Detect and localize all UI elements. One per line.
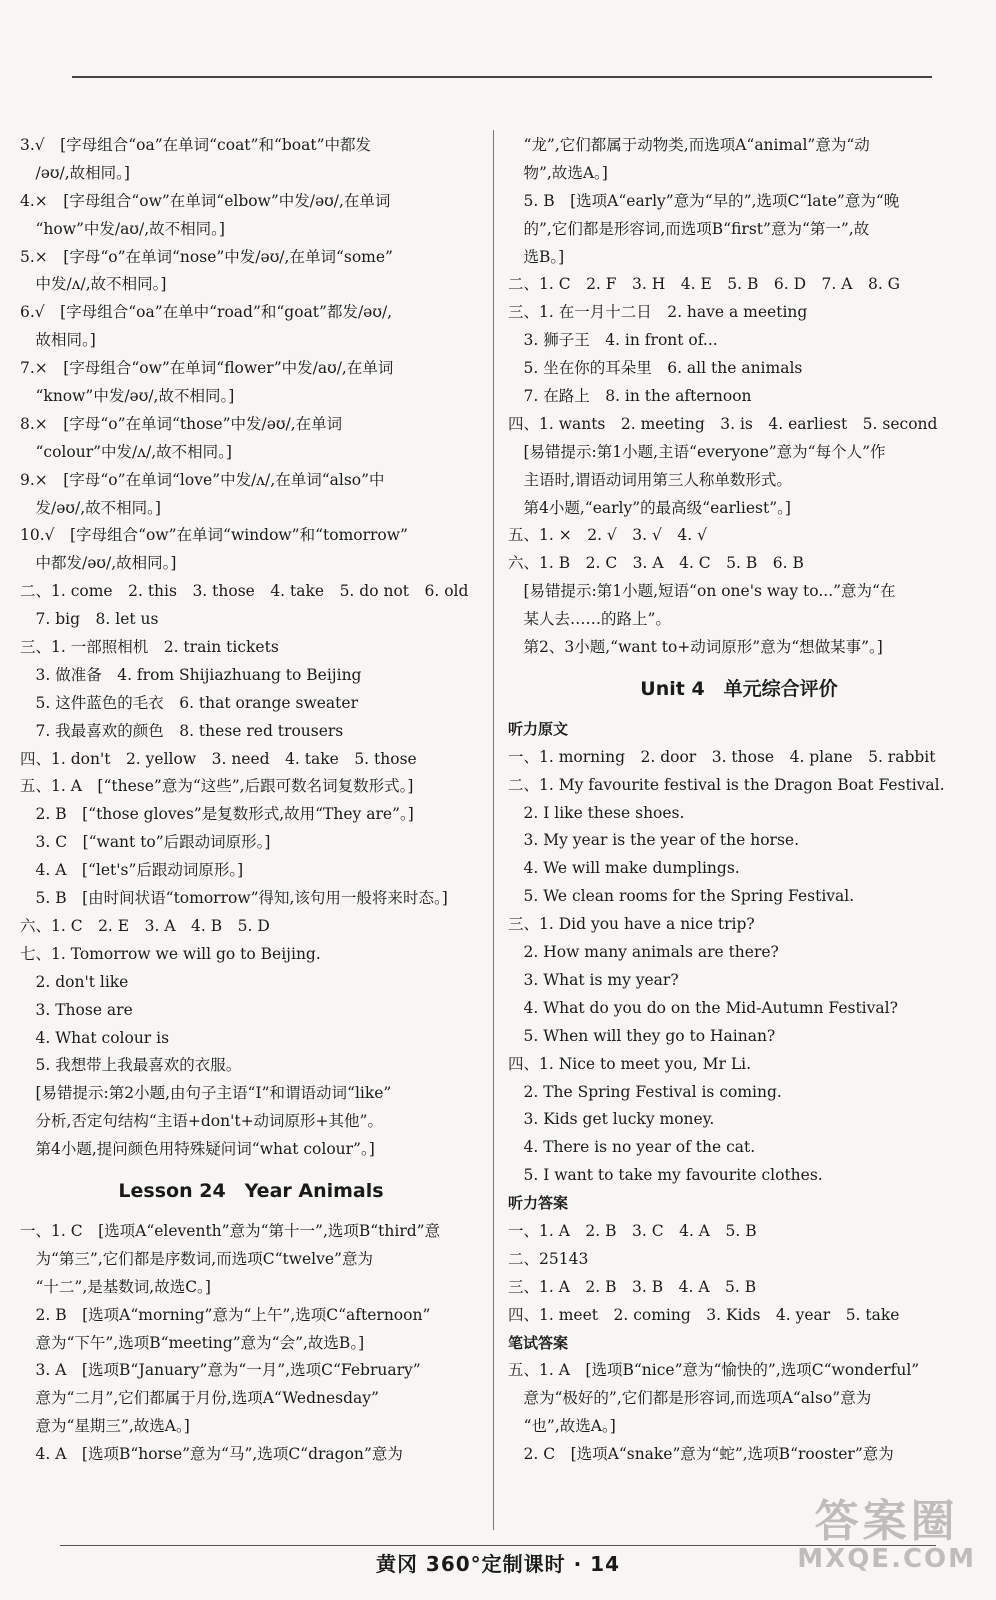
answer-line: 4. What do you do on the Mid-Autumn Festival? xyxy=(508,998,898,1017)
answer-line: 2. B [“those gloves”是复数形式,故用“They are”。] xyxy=(20,805,414,824)
answer-line: 4. There is no year of the cat. xyxy=(508,1138,756,1157)
answer-line: “colour”中发/ʌ/,故不相同。] xyxy=(20,442,232,461)
answer-line: 10.√ [字母组合“ow”在单词“window”和“tomorrow” xyxy=(20,526,408,545)
answer-line: 三、1. 在一月十二日 2. have a meeting xyxy=(508,303,808,322)
answer-line: 3. My year is the year of the horse. xyxy=(508,831,800,850)
answer-line: 3. Those are xyxy=(20,1000,133,1019)
watermark-logo xyxy=(797,1496,976,1574)
answer-line: 二、1. C 2. F 3. H 4. E 5. B 6. D 7. A 8. G xyxy=(508,275,901,294)
answers-block xyxy=(20,132,482,1164)
answer-line: 七、1. Tomorrow we will go to Beijing. xyxy=(20,944,321,963)
answer-line: 7.× [字母组合“ow”在单词“flower”中发/aʊ/,在单词 xyxy=(20,359,394,378)
top-rule xyxy=(72,76,932,78)
answer-line: 故相同。] xyxy=(20,331,96,350)
answer-line: 5. 我想带上我最喜欢的衣服。 xyxy=(20,1056,242,1075)
unit-heading: Unit 4 单元综合评价 xyxy=(640,677,838,700)
answer-line: 3. C [“want to”后跟动词原形。] xyxy=(20,833,271,852)
answer-line: 意为“星期三”,故选A。] xyxy=(20,1417,190,1436)
answer-line: 主语时,谓语动词用第三人称单数形式。 xyxy=(508,470,792,489)
watermark-url: MXQE.COM xyxy=(797,1544,976,1574)
written-answers-block xyxy=(508,1357,970,1469)
answer-line: 3. A [选项B“January”意为“一月”,选项C“February” xyxy=(20,1361,421,1380)
answer-line: 4. What colour is xyxy=(20,1028,170,1047)
answer-line: “十二”,是基数词,故选C。] xyxy=(20,1277,211,1296)
answer-line: 一、1. C [选项A“eleventh”意为“第十一”,选项B“third”意 xyxy=(20,1221,441,1240)
answer-line: 7. 在路上 8. in the afternoon xyxy=(508,387,752,406)
answer-line: 四、1. wants 2. meeting 3. is 4. earliest 5. second xyxy=(508,414,938,433)
answer-line: 五、1. × 2. √ 3. √ 4. √ xyxy=(508,526,707,545)
answer-line: 2. How many animals are there? xyxy=(508,943,779,962)
answer-line: 第4小题,提问颜色用特殊疑问词“what colour”。] xyxy=(20,1140,375,1159)
answer-line: 选B。] xyxy=(508,247,565,266)
answer-line: 四、1. meet 2. coming 3. Kids 4. year 5. take xyxy=(508,1305,900,1324)
answer-line: “龙”,它们都属于动物类,而选项A“animal”意为“动 xyxy=(508,136,870,154)
answer-line: 2. C [选项A“snake”意为“蛇”,选项B“rooster”意为 xyxy=(508,1445,894,1464)
listening-text-block xyxy=(508,744,970,1190)
answer-line: 三、1. Did you have a nice trip? xyxy=(508,915,755,934)
answer-line: 六、1. C 2. E 3. A 4. B 5. D xyxy=(20,916,270,935)
answer-line: 2. I like these shoes. xyxy=(508,803,685,822)
listening-answers-block xyxy=(508,1218,970,1330)
answer-line: 五、1. A [“these”意为“这些”,后跟可数名词复数形式。] xyxy=(20,777,414,796)
answer-line: 5. I want to take my favourite clothes. xyxy=(508,1166,823,1185)
answer-line: [易错提示:第2小题,由句子主语“I”和谓语动词“like” xyxy=(20,1084,392,1103)
answer-line: 3.√ [字母组合“oa”在单词“coat”和“boat”中都发 xyxy=(20,136,372,154)
left-column xyxy=(20,132,482,1469)
answer-line: 7. 我最喜欢的颜色 8. these red trousers xyxy=(20,721,344,740)
answer-line: 4.× [字母组合“ow”在单词“elbow”中发/əʊ/,在单词 xyxy=(20,191,391,210)
answer-line: 6.√ [字母组合“oa”在单中“road”和“goat”都发/əʊ/, xyxy=(20,303,393,322)
answer-line: 8.× [字母“o”在单词“those”中发/əʊ/,在单词 xyxy=(20,414,343,433)
answer-line: 三、1. A 2. B 3. B 4. A 5. B xyxy=(508,1277,757,1296)
answer-line: 一、1. morning 2. door 3. those 4. plane 5. rabbit xyxy=(508,747,936,766)
answer-line: 六、1. B 2. C 3. A 4. C 5. B 6. B xyxy=(508,554,804,573)
answer-line: 物”,故选A。] xyxy=(508,163,608,182)
answer-line: 意为“下午”,选项B“meeting”意为“会”,故选B。] xyxy=(20,1333,365,1352)
answer-line: “how”中发/aʊ/,故不相同。] xyxy=(20,219,225,238)
answer-line: 5. B [选项A“early”意为“早的”,选项C“late”意为“晚 xyxy=(508,191,900,210)
watermark-text: 答案圈 xyxy=(814,1496,959,1547)
answer-line: 3. 狮子王 4. in front of... xyxy=(508,331,718,350)
answer-line: “也”,故选A。] xyxy=(508,1417,616,1436)
answer-line: 5. 这件蓝色的毛衣 6. that orange sweater xyxy=(20,693,358,712)
answer-line: 中都发/əʊ/,故相同。] xyxy=(20,554,177,573)
answer-line: 二、25143 xyxy=(508,1249,589,1268)
answer-line: 5. We clean rooms for the Spring Festival. xyxy=(508,887,855,906)
answer-line: 5. 坐在你的耳朵里 6. all the animals xyxy=(508,359,803,378)
answer-line: 分析,否定句结构“主语+don't+动词原形+其他”。 xyxy=(20,1112,383,1131)
column-divider xyxy=(493,130,494,1530)
answer-line: 5. When will they go to Hainan? xyxy=(508,1026,776,1045)
answer-line: [易错提示:第1小题,主语“everyone”意为“每个人”作 xyxy=(508,442,886,461)
answer-line: 2. B [选项A“morning”意为“上午”,选项C“afternoon” xyxy=(20,1305,431,1324)
answer-line: 3. What is my year? xyxy=(508,970,679,989)
answer-line: 中发/ʌ/,故不相同。] xyxy=(20,275,167,294)
answer-line: 3. Kids get lucky money. xyxy=(508,1110,715,1129)
answer-line: 五、1. A [选项B“nice”意为“愉快的”,选项C“wonderful” xyxy=(508,1361,920,1380)
page-footer: 黄冈 360°定制课时 · 14 xyxy=(375,1552,621,1576)
answer-line: 4. We will make dumplings. xyxy=(508,859,740,878)
answer-line: 的”,它们都是形容词,而选项B“first”意为“第一”,故 xyxy=(508,219,870,238)
answer-line: 一、1. A 2. B 3. C 4. A 5. B xyxy=(508,1221,757,1240)
answers-block xyxy=(20,1218,482,1469)
right-column xyxy=(508,132,970,1469)
answer-line: 7. big 8. let us xyxy=(20,610,159,629)
answer-line: 4. A [“let's”后跟动词原形。] xyxy=(20,861,244,880)
answer-line: 第2、3小题,“want to+动词原形”意为“想做某事”。] xyxy=(508,638,883,657)
answer-line: /əʊ/,故相同。] xyxy=(20,163,130,182)
answer-line: 5.× [字母“o”在单词“nose”中发/əʊ/,在单词“some” xyxy=(20,247,393,266)
answer-line: “know”中发/əʊ/,故不相同。] xyxy=(20,387,235,406)
answer-line: 9.× [字母“o”在单词“love”中发/ʌ/,在单词“also”中 xyxy=(20,470,385,489)
answer-line: 3. 做准备 4. from Shijiazhuang to Beijing xyxy=(20,665,362,684)
answer-line: 为“第三”,它们都是序数词,而选项C“twelve”意为 xyxy=(20,1249,373,1268)
answer-line: 四、1. Nice to meet you, Mr Li. xyxy=(508,1054,752,1073)
answer-line: 第4小题,“early”的最高级“earliest”。] xyxy=(508,498,791,517)
answers-block xyxy=(508,132,970,662)
answer-line: 四、1. don't 2. yellow 3. need 4. take 5. those xyxy=(20,749,417,768)
answer-line: 二、1. come 2. this 3. those 4. take 5. do not 6. old xyxy=(20,582,469,601)
answer-line: [易错提示:第1小题,短语“on one's way to...”意为“在 xyxy=(508,582,896,601)
answer-line: 意为“二月”,它们都属于月份,选项A“Wednesday” xyxy=(20,1389,379,1408)
answer-line: 2. don't like xyxy=(20,972,129,991)
answer-line: 意为“极好的”,它们都是形容词,而选项A“also”意为 xyxy=(508,1389,872,1408)
lesson-heading: Lesson 24 Year Animals xyxy=(118,1179,384,1202)
section-label: 听力原文 xyxy=(508,719,569,738)
answer-line: 某人去……的路上”。 xyxy=(508,610,671,629)
answer-line: 二、1. My favourite festival is the Dragon Boat Festival. xyxy=(508,775,945,794)
section-label: 听力答案 xyxy=(508,1194,569,1213)
answer-line: 4. A [选项B“horse”意为“马”,选项C“dragon”意为 xyxy=(20,1445,403,1464)
answer-line: 三、1. 一部照相机 2. train tickets xyxy=(20,638,279,657)
answer-line: 2. The Spring Festival is coming. xyxy=(508,1082,782,1101)
answer-line: 发/əʊ/,故不相同。] xyxy=(20,498,161,517)
answer-line: 5. B [由时间状语“tomorrow”得知,该句用一般将来时态。] xyxy=(20,889,448,908)
section-label: 笔试答案 xyxy=(508,1333,569,1352)
